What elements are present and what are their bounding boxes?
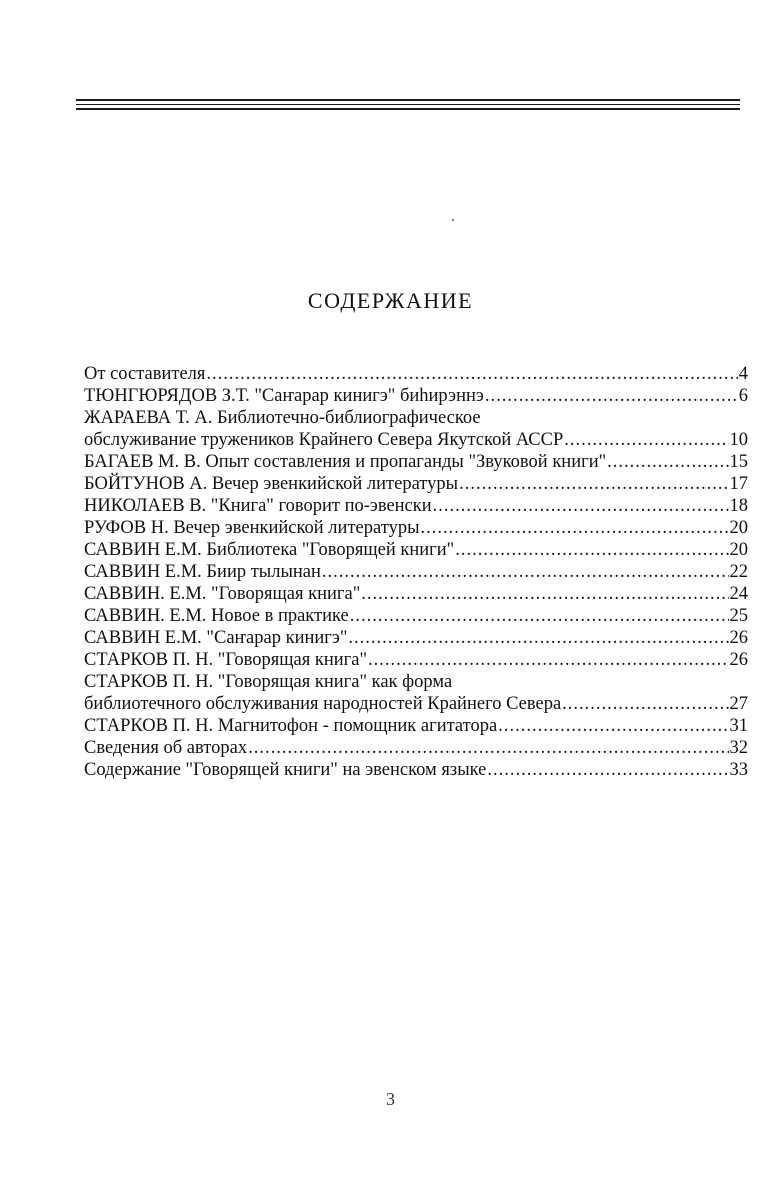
toc-entry bbox=[84, 517, 748, 539]
toc-entry-title: САВВИН Е.М. "Саҥарар кинигэ" bbox=[84, 628, 348, 648]
toc-entry-continued bbox=[84, 407, 748, 429]
dot-leader bbox=[607, 451, 728, 473]
toc-entry bbox=[84, 429, 748, 451]
toc-entry-title: САВВИН Е.М. Биир тылынан bbox=[84, 562, 321, 582]
dot-leader bbox=[361, 583, 728, 605]
page-number: 3 bbox=[386, 1089, 395, 1109]
dot-leader bbox=[348, 627, 728, 649]
toc-entry-continued bbox=[84, 671, 748, 693]
toc-entry bbox=[84, 627, 748, 649]
toc-entry-page: 26 bbox=[729, 650, 748, 670]
toc-entry bbox=[84, 737, 748, 759]
dot-leader bbox=[487, 759, 728, 781]
dot-leader bbox=[455, 539, 728, 561]
toc-entry-title: обслуживание тружеников Крайнего Севера Якутской АССР bbox=[84, 430, 564, 450]
toc-entry-title: САВВИН Е.М. Библиотека "Говорящей книги" bbox=[84, 540, 455, 560]
header-rule bbox=[76, 108, 740, 110]
header-rule bbox=[76, 99, 740, 101]
toc-entry-page: 18 bbox=[729, 496, 748, 516]
toc-entry-page: 32 bbox=[729, 738, 748, 758]
header-rule bbox=[76, 104, 740, 105]
toc-entry bbox=[84, 649, 748, 671]
toc-entry-title: САВВИН. Е.М. Новое в практике bbox=[84, 606, 349, 626]
toc-entry bbox=[84, 385, 748, 407]
toc-entry-page: 22 bbox=[729, 562, 748, 582]
toc-entry-title: ТЮНГЮРЯДОВ З.Т. "Саҥарар кинигэ" биhирэннэ bbox=[84, 386, 484, 406]
dot-leader bbox=[564, 429, 728, 451]
dot-leader bbox=[206, 363, 737, 385]
dot-leader bbox=[485, 385, 738, 407]
dot-leader bbox=[368, 649, 728, 671]
dot-leader bbox=[498, 715, 728, 737]
toc-entry-page: 27 bbox=[729, 694, 748, 714]
toc-entry-page: 24 bbox=[729, 584, 748, 604]
toc-entry-page: 6 bbox=[738, 386, 748, 406]
toc-entry-page: 17 bbox=[729, 474, 748, 494]
toc-entry-title: САВВИН. Е.М. "Говорящая книга" bbox=[84, 584, 361, 604]
toc-entry-page: 10 bbox=[729, 430, 748, 450]
toc-entry-title: БАГАЕВ М. В. Опыт составления и пропаганды "Звуковой книги" bbox=[84, 452, 607, 472]
toc-entry bbox=[84, 363, 748, 385]
toc-entry-title: БОЙТУНОВ А. Вечер эвенкийской литературы bbox=[84, 474, 459, 494]
toc-entry-page: 4 bbox=[738, 364, 748, 384]
toc-entry-title-first-line: ЖАРАЕВА Т. А. Библиотечно-библиографическое bbox=[84, 408, 481, 428]
dot-leader bbox=[322, 561, 729, 583]
toc-entry-title: СТАРКОВ П. Н. Магнитофон - помощник агитатора bbox=[84, 716, 498, 736]
toc-entry bbox=[84, 715, 748, 737]
dot-leader bbox=[248, 737, 728, 759]
toc-entry-page: 26 bbox=[729, 628, 748, 648]
dot-leader bbox=[433, 495, 729, 517]
toc-entry-title: библиотечного обслуживания народностей Крайнего Севера bbox=[84, 694, 562, 714]
dot-leader bbox=[350, 605, 729, 627]
toc-entry-title: Сведения об авторах bbox=[84, 738, 248, 758]
dot-leader bbox=[562, 693, 728, 715]
page-title: СОДЕРЖАНИЕ bbox=[307, 288, 474, 313]
toc-entry-title: СТАРКОВ П. Н. "Говорящая книга" bbox=[84, 650, 368, 670]
toc-entry bbox=[84, 539, 748, 561]
dot-leader bbox=[459, 473, 728, 495]
toc-entry bbox=[84, 605, 748, 627]
toc-entry-title: От составителя bbox=[84, 364, 206, 384]
toc-entry bbox=[84, 451, 748, 473]
toc-entry-page: 20 bbox=[729, 518, 748, 538]
scan-speck bbox=[452, 219, 454, 221]
toc-entry-page: 25 bbox=[729, 606, 748, 626]
toc-entry-title: Содержание "Говорящей книги" на эвенском языке bbox=[84, 760, 487, 780]
toc-entry-title: РУФОВ Н. Вечер эвенкийской литературы bbox=[84, 518, 420, 538]
toc-entry-page: 15 bbox=[729, 452, 748, 472]
toc-entry bbox=[84, 693, 748, 715]
toc-entry-page: 33 bbox=[729, 760, 748, 780]
toc-entry bbox=[84, 561, 748, 583]
dot-leader bbox=[421, 517, 729, 539]
toc-entry-title: НИКОЛАЕВ В. "Книга" говорит по-эвенски bbox=[84, 496, 432, 516]
toc-entry bbox=[84, 473, 748, 495]
toc-entry bbox=[84, 495, 748, 517]
toc-entry-page: 31 bbox=[729, 716, 748, 736]
toc-entry bbox=[84, 583, 748, 605]
toc-entry-title-first-line: СТАРКОВ П. Н. "Говорящая книга" как форма bbox=[84, 672, 453, 692]
toc-entry bbox=[84, 759, 748, 781]
toc-entry-page: 20 bbox=[729, 540, 748, 560]
table-of-contents bbox=[84, 363, 748, 781]
